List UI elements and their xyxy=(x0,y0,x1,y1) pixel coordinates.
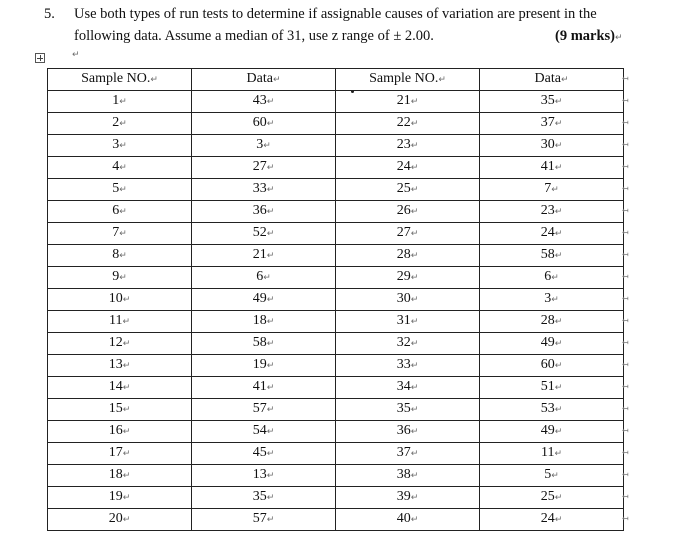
cell-sample-no: 8↵ xyxy=(48,245,192,267)
end-of-cell-mark-icon: ↵ xyxy=(410,185,419,195)
cell-sample-no: 29↵ xyxy=(336,267,480,289)
row-end-mark-icon: ↤ xyxy=(622,272,629,281)
cell-sample-no: 11↵ xyxy=(48,311,192,333)
end-of-cell-mark-icon: ↵ xyxy=(554,449,563,459)
cell-data: 58↵ xyxy=(192,333,336,355)
cell-data: 49↵ xyxy=(480,421,624,443)
row-end-mark-icon: ↤ xyxy=(622,294,629,303)
cell-sample-no: 18↵ xyxy=(48,465,192,487)
cell-data: 3↵ xyxy=(480,289,624,311)
cell-sample-no: 9↵ xyxy=(48,267,192,289)
end-of-cell-mark-icon: ↵ xyxy=(266,207,275,217)
end-of-cell-mark-icon: ↵ xyxy=(554,207,563,217)
table-body xyxy=(48,91,624,531)
header-data-2: Data↵ xyxy=(480,69,624,91)
cell-sample-no: 19↵ xyxy=(48,487,192,509)
header-data-1: Data↵ xyxy=(192,69,336,91)
cell-data: 7↵ xyxy=(480,179,624,201)
cell-sample-no: 4↵ xyxy=(48,157,192,179)
end-of-cell-mark-icon: ↵ xyxy=(410,427,419,437)
end-of-cell-mark-icon: ↵ xyxy=(554,251,563,261)
end-of-cell-mark-icon: ↵ xyxy=(266,339,275,349)
table-row xyxy=(48,487,624,509)
cell-sample-no: 10↵ xyxy=(48,289,192,311)
cell-data: 21↵ xyxy=(192,245,336,267)
end-of-cell-mark-icon: ↵ xyxy=(554,383,563,393)
end-of-cell-mark-icon: ↵ xyxy=(119,273,127,283)
end-of-cell-mark-icon: ↵ xyxy=(410,97,419,107)
row-end-marks xyxy=(622,68,632,530)
cell-sample-no: 16↵ xyxy=(48,421,192,443)
cell-sample-no: 36↵ xyxy=(336,421,480,443)
cell-data: 27↵ xyxy=(192,157,336,179)
cell-sample-no: 37↵ xyxy=(336,443,480,465)
end-of-cell-mark-icon: ↵ xyxy=(410,229,419,239)
end-of-cell-mark-icon: ↵ xyxy=(410,449,419,459)
row-end-mark-icon: ↤ xyxy=(622,250,629,259)
row-end-mark-icon: ↤ xyxy=(622,382,629,391)
cell-sample-no: 3↵ xyxy=(48,135,192,157)
end-of-cell-mark-icon: ↵ xyxy=(266,317,275,327)
row-end-mark-icon: ↤ xyxy=(622,514,629,523)
end-of-cell-mark-icon: ↵ xyxy=(554,427,563,437)
cell-sample-no: 14↵ xyxy=(48,377,192,399)
end-of-cell-mark-icon: ↵ xyxy=(410,383,419,393)
table-row xyxy=(48,509,624,531)
cell-data: 51↵ xyxy=(480,377,624,399)
end-of-cell-mark-icon: ↵ xyxy=(410,163,419,173)
end-of-cell-mark-icon: ↵ xyxy=(122,405,131,415)
end-of-cell-mark-icon: ↵ xyxy=(554,515,563,525)
end-of-cell-mark-icon: ↵ xyxy=(554,405,563,415)
end-of-cell-mark-icon: ↵ xyxy=(554,361,563,371)
cell-sample-no: 32↵ xyxy=(336,333,480,355)
cell-data: 6↵ xyxy=(480,267,624,289)
cell-sample-no: 7↵ xyxy=(48,223,192,245)
cell-data: 37↵ xyxy=(480,113,624,135)
row-end-mark-icon: ↤ xyxy=(622,360,629,369)
end-of-cell-mark-icon: ↵ xyxy=(266,515,275,525)
row-end-mark-icon: ↤ xyxy=(622,492,629,501)
table-row xyxy=(48,201,624,223)
end-of-cell-mark-icon: ↵ xyxy=(410,207,419,217)
end-of-cell-mark-icon: ↵ xyxy=(551,295,559,305)
end-of-cell-mark-icon: ↵ xyxy=(122,339,131,349)
cell-data: 24↵ xyxy=(480,509,624,531)
cell-data: 54↵ xyxy=(192,421,336,443)
table-row xyxy=(48,157,624,179)
row-end-mark-icon: ↤ xyxy=(622,118,629,127)
table-header-row xyxy=(48,69,624,91)
cell-sample-no: 25↵ xyxy=(336,179,480,201)
end-of-cell-mark-icon: ↵ xyxy=(410,295,419,305)
end-of-cell-mark-icon: ↵ xyxy=(410,493,419,503)
end-of-cell-mark-icon: ↵ xyxy=(266,295,275,305)
cell-sample-no: 26↵ xyxy=(336,201,480,223)
row-end-mark-icon: ↤ xyxy=(622,206,629,215)
end-of-cell-mark-icon: ↵ xyxy=(551,273,559,283)
cell-data: 60↵ xyxy=(480,355,624,377)
cell-sample-no: 28↵ xyxy=(336,245,480,267)
end-of-cell-mark-icon: ↵ xyxy=(122,493,131,503)
cell-sample-no: 6↵ xyxy=(48,201,192,223)
question-text-line2-content: following data. Assume a median of 31, use z range of ± 2.00. xyxy=(74,28,434,44)
end-of-cell-mark-icon: ↵ xyxy=(119,185,127,195)
cell-sample-no: 2↵ xyxy=(48,113,192,135)
end-of-cell-mark-icon: ↵ xyxy=(554,493,563,503)
row-end-mark-icon: ↤ xyxy=(622,184,629,193)
cell-data: 19↵ xyxy=(192,355,336,377)
cell-data: 57↵ xyxy=(192,399,336,421)
end-of-cell-mark-icon: ↵ xyxy=(266,97,275,107)
end-of-cell-mark-icon: ↵ xyxy=(263,141,271,151)
end-of-cell-mark-icon: ↵ xyxy=(122,449,131,459)
cell-data: 18↵ xyxy=(192,311,336,333)
row-end-mark-icon: ↤ xyxy=(622,316,629,325)
cell-data: 49↵ xyxy=(192,289,336,311)
row-end-mark-icon: ↤ xyxy=(622,338,629,347)
cell-sample-no: 27↵ xyxy=(336,223,480,245)
row-end-mark-icon: ↤ xyxy=(622,404,629,413)
paragraph-mark-icon: ↵ xyxy=(72,50,80,60)
header-sample-no-1: Sample NO.↵ xyxy=(48,69,192,91)
table-row xyxy=(48,179,624,201)
end-of-cell-mark-icon: ↵ xyxy=(122,317,131,327)
header-sample-no-2: Sample NO.↵ xyxy=(336,69,480,91)
question-text-line1: Use both types of run tests to determine if assignable causes of variation are present in the xyxy=(74,6,597,22)
cell-sample-no: 35↵ xyxy=(336,399,480,421)
end-of-cell-mark-icon: ↵ xyxy=(410,251,419,261)
marks-text: (9 marks) xyxy=(555,28,616,44)
table-row xyxy=(48,355,624,377)
cell-sample-no: 38↵ xyxy=(336,465,480,487)
row-end-mark-icon: ↤ xyxy=(622,448,629,457)
cell-data: 49↵ xyxy=(480,333,624,355)
row-end-mark-icon: ↤ xyxy=(622,74,629,83)
cell-data: 45↵ xyxy=(192,443,336,465)
table-row xyxy=(48,135,624,157)
cell-sample-no: 22↵ xyxy=(336,113,480,135)
end-of-cell-mark-icon: ↵ xyxy=(122,515,131,525)
table-row xyxy=(48,377,624,399)
end-of-cell-mark-icon: ↵ xyxy=(410,515,419,525)
cell-sample-no: 21↵ xyxy=(336,91,480,113)
row-end-mark-icon: ↤ xyxy=(622,162,629,171)
cell-sample-no: 23↵ xyxy=(336,135,480,157)
cell-data: 53↵ xyxy=(480,399,624,421)
cell-sample-no: 20↵ xyxy=(48,509,192,531)
cell-sample-no: 34↵ xyxy=(336,377,480,399)
table-row xyxy=(48,289,624,311)
cell-data: 57↵ xyxy=(192,509,336,531)
table-row xyxy=(48,443,624,465)
cell-sample-no: 5↵ xyxy=(48,179,192,201)
table-row xyxy=(48,91,624,113)
end-of-cell-mark-icon: ↵ xyxy=(266,361,275,371)
end-of-cell-mark-icon: ↵ xyxy=(410,273,419,283)
cell-data: 3↵ xyxy=(192,135,336,157)
end-of-cell-mark-icon: ↵ xyxy=(122,383,131,393)
end-of-cell-mark-icon: ↵ xyxy=(119,163,127,173)
end-of-cell-mark-icon: ↵ xyxy=(554,97,563,107)
row-end-mark-icon: ↤ xyxy=(622,140,629,149)
end-of-cell-mark-icon: ↵ xyxy=(266,383,275,393)
end-of-cell-mark-icon: ↵ xyxy=(119,251,127,261)
end-of-cell-mark-icon: ↵ xyxy=(554,317,563,327)
cell-data: 11↵ xyxy=(480,443,624,465)
table-row xyxy=(48,113,624,135)
end-of-cell-mark-icon: ↵ xyxy=(119,207,127,217)
cell-data: 41↵ xyxy=(192,377,336,399)
end-of-cell-mark-icon: ↵ xyxy=(410,471,419,481)
end-of-cell-mark-icon: ↵ xyxy=(410,405,419,415)
cell-sample-no: 40↵ xyxy=(336,509,480,531)
cell-data: 13↵ xyxy=(192,465,336,487)
row-end-mark-icon: ↤ xyxy=(622,96,629,105)
cell-data: 5↵ xyxy=(480,465,624,487)
cell-sample-no: 30↵ xyxy=(336,289,480,311)
cell-data: 43↵ xyxy=(192,91,336,113)
end-of-cell-mark-icon: ↵ xyxy=(615,33,623,43)
cell-data: 30↵ xyxy=(480,135,624,157)
cell-data: 60↵ xyxy=(192,113,336,135)
cell-sample-no: 12↵ xyxy=(48,333,192,355)
cell-sample-no: 31↵ xyxy=(336,311,480,333)
end-of-cell-mark-icon: ↵ xyxy=(266,449,275,459)
table-move-handle-icon[interactable] xyxy=(35,53,45,63)
cell-data: 33↵ xyxy=(192,179,336,201)
end-of-cell-mark-icon: ↵ xyxy=(119,229,127,239)
end-of-cell-mark-icon: ↵ xyxy=(266,427,275,437)
cell-data: 25↵ xyxy=(480,487,624,509)
table-row xyxy=(48,311,624,333)
end-of-cell-mark-icon: ↵ xyxy=(266,229,275,239)
end-of-cell-mark-icon: ↵ xyxy=(266,493,275,503)
end-of-cell-mark-icon: ↵ xyxy=(266,163,275,173)
end-of-cell-mark-icon: ↵ xyxy=(119,119,127,129)
cell-data: 36↵ xyxy=(192,201,336,223)
end-of-cell-mark-icon: ↵ xyxy=(410,339,419,349)
table-row xyxy=(48,245,624,267)
row-end-mark-icon: ↤ xyxy=(622,470,629,479)
table-row xyxy=(48,223,624,245)
cell-data: 28↵ xyxy=(480,311,624,333)
cell-sample-no: 13↵ xyxy=(48,355,192,377)
end-of-cell-mark-icon: ↵ xyxy=(266,405,275,415)
end-of-cell-mark-icon: ↵ xyxy=(266,119,275,129)
end-of-cell-mark-icon: ↵ xyxy=(266,251,275,261)
cell-sample-no: 1↵ xyxy=(48,91,192,113)
end-of-cell-mark-icon: ↵ xyxy=(122,471,131,481)
row-end-mark-icon: ↤ xyxy=(622,228,629,237)
end-of-cell-mark-icon: ↵ xyxy=(266,185,275,195)
cursor-dot xyxy=(351,90,354,93)
end-of-cell-mark-icon: ↵ xyxy=(551,471,559,481)
cell-data: 41↵ xyxy=(480,157,624,179)
cell-data: 35↵ xyxy=(192,487,336,509)
table-row xyxy=(48,267,624,289)
cell-sample-no: 24↵ xyxy=(336,157,480,179)
end-of-cell-mark-icon: ↵ xyxy=(122,361,131,371)
end-of-cell-mark-icon: ↵ xyxy=(554,229,563,239)
cell-data: 58↵ xyxy=(480,245,624,267)
table-row xyxy=(48,399,624,421)
end-of-cell-mark-icon: ↵ xyxy=(554,119,563,129)
end-of-cell-mark-icon: ↵ xyxy=(410,141,419,151)
end-of-cell-mark-icon: ↵ xyxy=(551,185,559,195)
cell-data: 24↵ xyxy=(480,223,624,245)
table-row xyxy=(48,421,624,443)
row-end-mark-icon: ↤ xyxy=(622,426,629,435)
question-number: 5. xyxy=(44,6,55,22)
question-text-line2 xyxy=(74,28,434,45)
cell-data: 52↵ xyxy=(192,223,336,245)
end-of-cell-mark-icon: ↵ xyxy=(119,141,127,151)
marks-label xyxy=(555,28,623,45)
end-of-cell-mark-icon: ↵ xyxy=(554,141,563,151)
end-of-cell-mark-icon: ↵ xyxy=(122,295,131,305)
cell-sample-no: 15↵ xyxy=(48,399,192,421)
end-of-cell-mark-icon: ↵ xyxy=(119,97,127,107)
cell-data: 35↵ xyxy=(480,91,624,113)
end-of-cell-mark-icon: ↵ xyxy=(122,427,131,437)
data-table xyxy=(47,68,624,531)
cell-sample-no: 33↵ xyxy=(336,355,480,377)
cell-data: 6↵ xyxy=(192,267,336,289)
end-of-cell-mark-icon: ↵ xyxy=(554,339,563,349)
end-of-cell-mark-icon: ↵ xyxy=(410,119,419,129)
end-of-cell-mark-icon: ↵ xyxy=(266,471,275,481)
cell-data: 23↵ xyxy=(480,201,624,223)
table-row xyxy=(48,465,624,487)
table-row xyxy=(48,333,624,355)
cell-sample-no: 17↵ xyxy=(48,443,192,465)
end-of-cell-mark-icon: ↵ xyxy=(410,317,419,327)
end-of-cell-mark-icon: ↵ xyxy=(410,361,419,371)
cell-sample-no: 39↵ xyxy=(336,487,480,509)
end-of-cell-mark-icon: ↵ xyxy=(263,273,271,283)
end-of-cell-mark-icon: ↵ xyxy=(554,163,563,173)
